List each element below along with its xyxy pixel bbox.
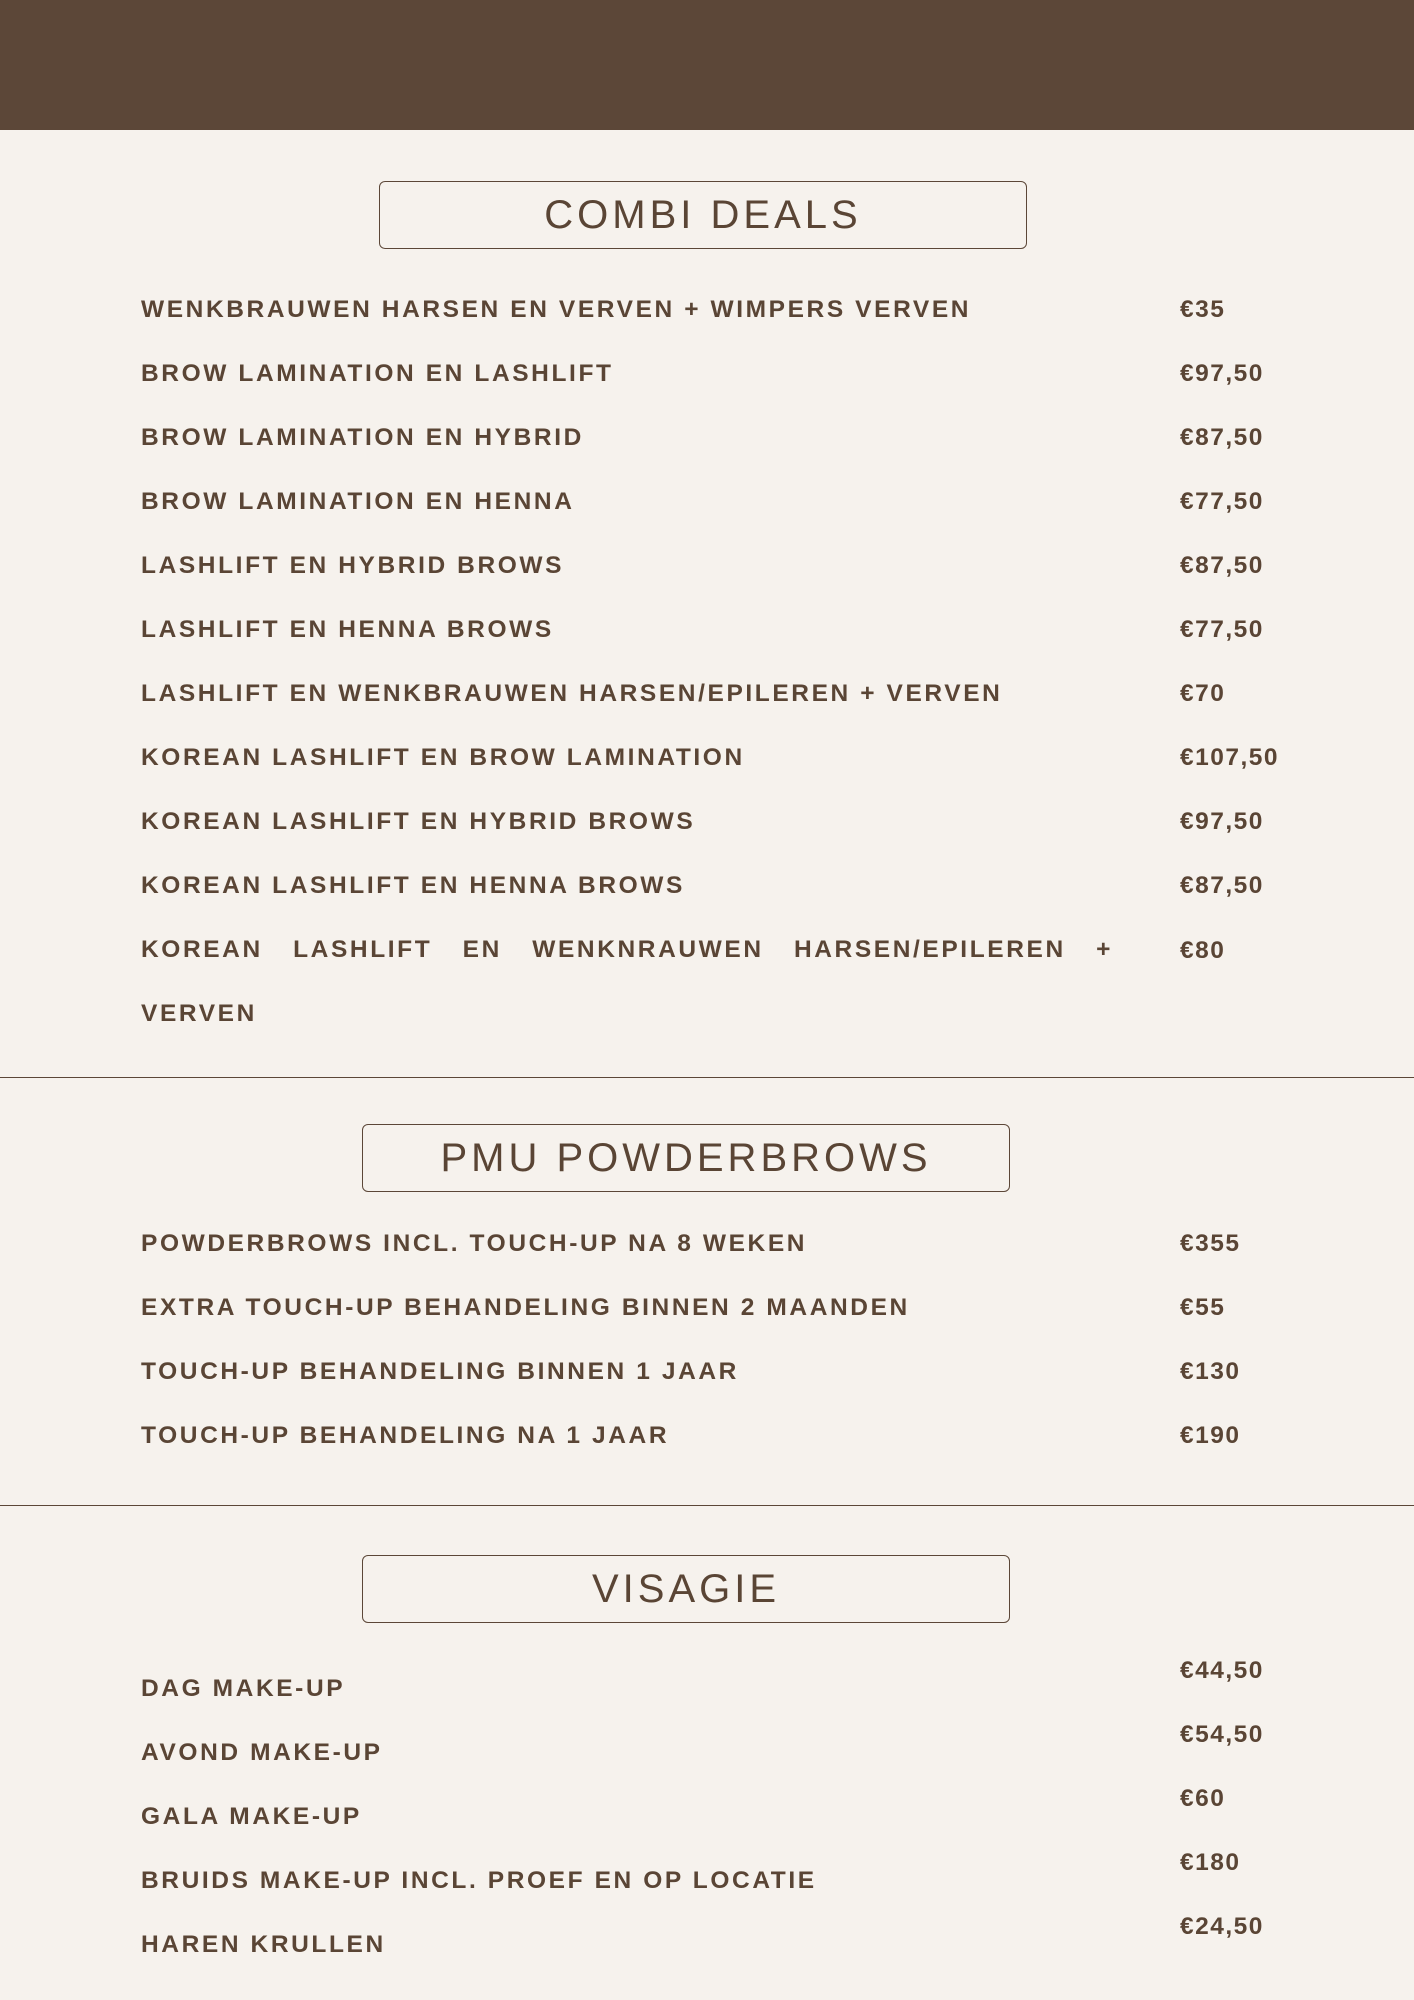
- menu-item-price: €60: [1180, 1785, 1226, 1812]
- menu-item-price: €77,50: [1180, 616, 1264, 643]
- menu-item-name: TOUCH-UP BEHANDELING BINNEN 1 JAAR: [141, 1358, 739, 1385]
- section-heading-pmu-powderbrows: PMU POWDERBROWS: [362, 1124, 1010, 1192]
- menu-item-price: €87,50: [1180, 872, 1264, 899]
- menu-item-name: BROW LAMINATION EN HENNA: [141, 488, 575, 515]
- menu-item-name: LASHLIFT EN HENNA BROWS: [141, 616, 554, 643]
- menu-item-name: LASHLIFT EN WENKBRAUWEN HARSEN/EPILEREN + VERVEN: [141, 680, 1003, 707]
- menu-item-price: €180: [1180, 1849, 1241, 1876]
- menu-item-name: KOREAN LASHLIFT EN HENNA BROWS: [141, 872, 685, 899]
- menu-item-name: POWDERBROWS INCL. TOUCH-UP NA 8 WEKEN: [141, 1230, 808, 1257]
- menu-item-price: €55: [1180, 1294, 1226, 1321]
- menu-item-price: €130: [1180, 1358, 1241, 1385]
- menu-item-price: €190: [1180, 1422, 1241, 1449]
- menu-item-name: GALA MAKE-UP: [141, 1803, 362, 1830]
- menu-item-name: KOREAN LASHLIFT EN WENKNRAUWEN HARSEN/EPILEREN + VERVEN: [141, 936, 1113, 1027]
- menu-item-price: €97,50: [1180, 360, 1264, 387]
- menu-item-price: €35: [1180, 296, 1226, 323]
- menu-item-name: BRUIDS MAKE-UP INCL. PROEF EN OP LOCATIE: [141, 1867, 817, 1894]
- menu-item-name: EXTRA TOUCH-UP BEHANDELING BINNEN 2 MAANDEN: [141, 1294, 910, 1321]
- menu-item-price: €24,50: [1180, 1913, 1264, 1940]
- menu-item-price: €107,50: [1180, 744, 1280, 771]
- menu-item-price: €87,50: [1180, 424, 1264, 451]
- menu-item-price: €77,50: [1180, 488, 1264, 515]
- menu-item-price: €87,50: [1180, 552, 1264, 579]
- menu-item-price: €355: [1180, 1230, 1241, 1257]
- menu-item-name: AVOND MAKE-UP: [141, 1739, 383, 1766]
- section-divider: [0, 1077, 1414, 1078]
- menu-item-price: €80: [1180, 937, 1226, 964]
- menu-item-name: KOREAN LASHLIFT EN HYBRID BROWS: [141, 808, 696, 835]
- menu-item-name: DAG MAKE-UP: [141, 1675, 346, 1702]
- menu-item-name: LASHLIFT EN HYBRID BROWS: [141, 552, 565, 579]
- menu-item-price: €44,50: [1180, 1657, 1264, 1684]
- menu-item-price: €70: [1180, 680, 1226, 707]
- menu-item-name: TOUCH-UP BEHANDELING NA 1 JAAR: [141, 1422, 670, 1449]
- menu-item-name: WENKBRAUWEN HARSEN EN VERVEN + WIMPERS VERVEN: [141, 296, 972, 323]
- menu-item-name: BROW LAMINATION EN LASHLIFT: [141, 360, 614, 387]
- menu-item-price: €97,50: [1180, 808, 1264, 835]
- header-bar: [0, 0, 1414, 130]
- menu-item-name: BROW LAMINATION EN HYBRID: [141, 424, 584, 451]
- section-heading-combi-deals: COMBI DEALS: [379, 181, 1027, 249]
- menu-item-price: €54,50: [1180, 1721, 1264, 1748]
- section-heading-visagie: VISAGIE: [362, 1555, 1010, 1623]
- section-divider: [0, 1505, 1414, 1506]
- menu-item-name: KOREAN LASHLIFT EN BROW LAMINATION: [141, 744, 745, 771]
- menu-item-name: HAREN KRULLEN: [141, 1931, 386, 1958]
